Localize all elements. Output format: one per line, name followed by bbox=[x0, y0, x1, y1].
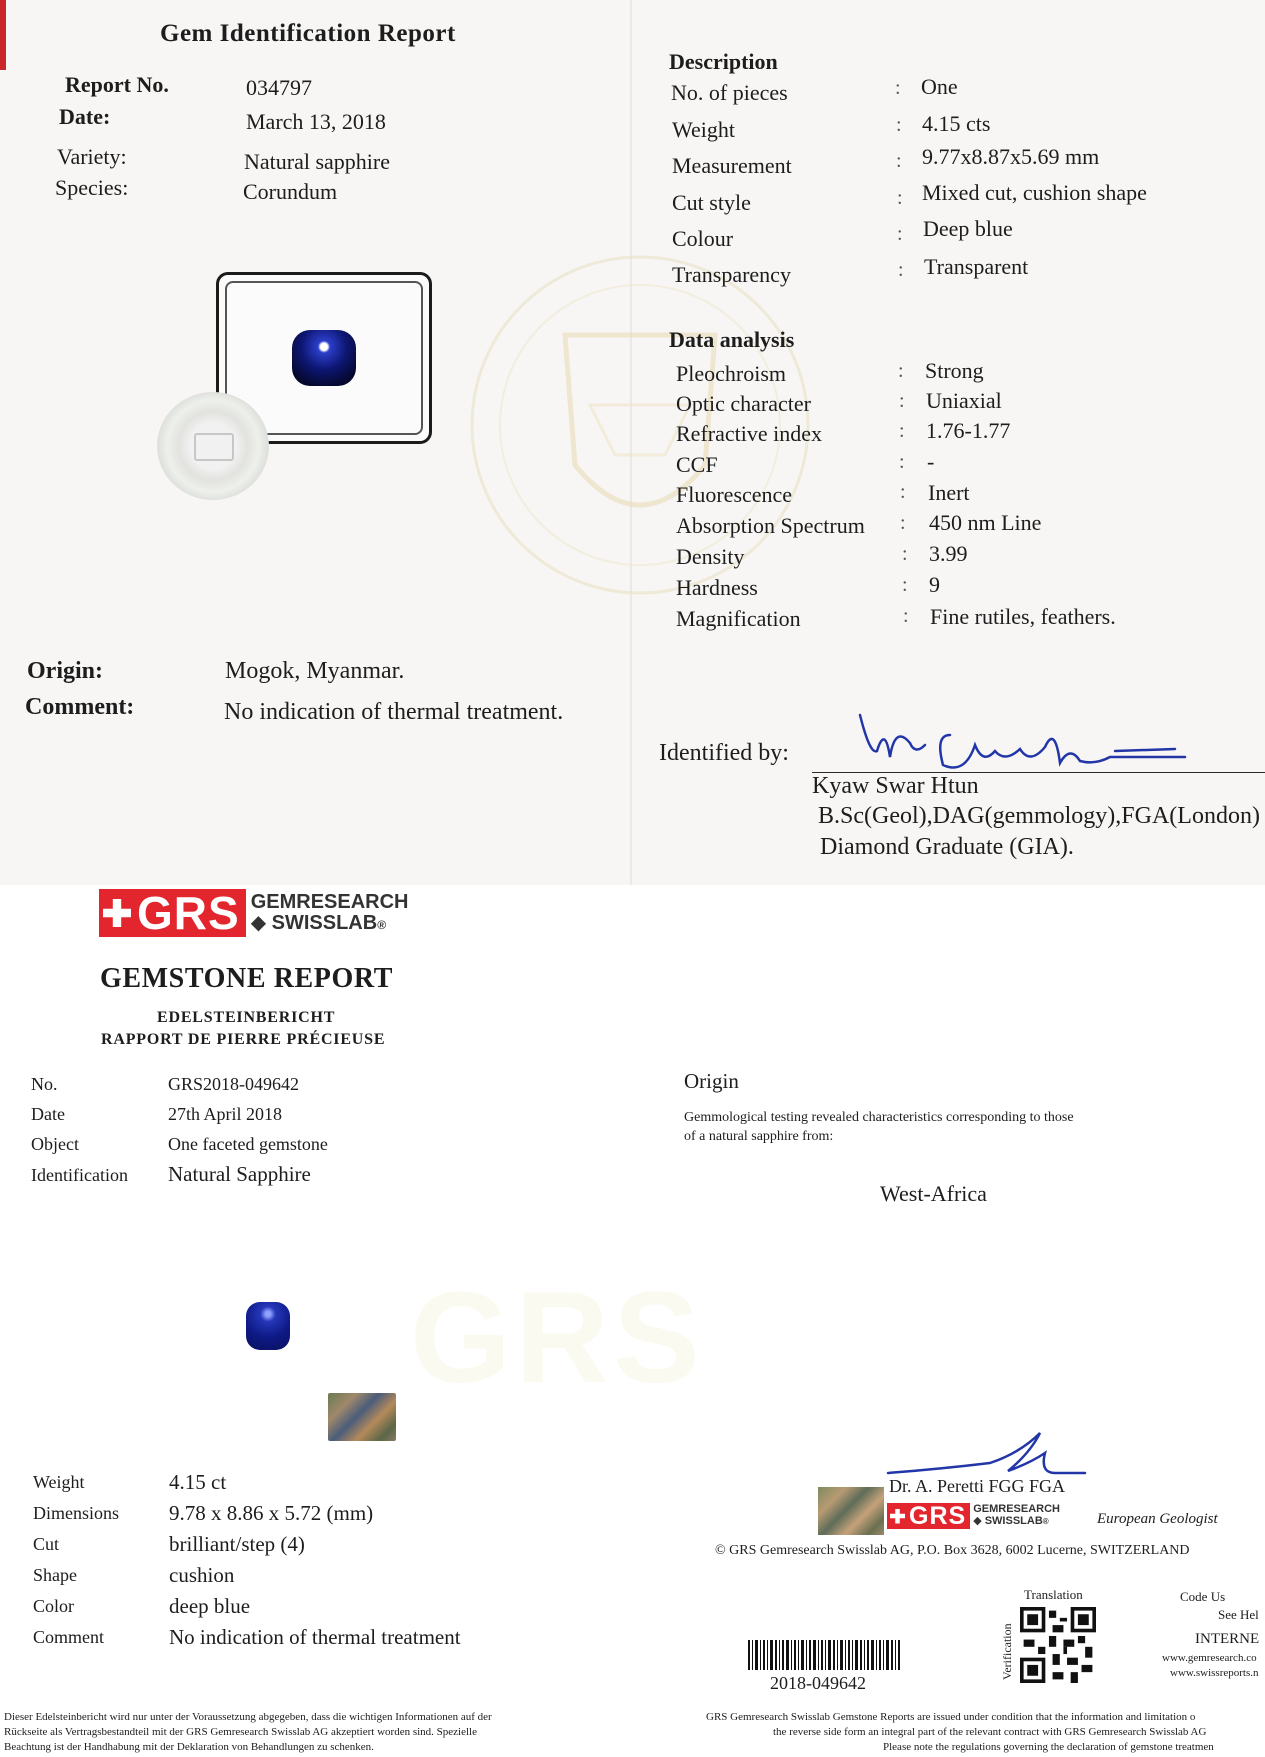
origin-text-2: of a natural sapphire from: bbox=[684, 1129, 834, 1144]
prop-value: 4.15 ct bbox=[169, 1470, 227, 1494]
description-colon: : bbox=[897, 187, 903, 209]
footer-right-line-1: GRS Gemresearch Swisslab Gemstone Reports are issued under condition that the information and limitation o bbox=[706, 1711, 1196, 1723]
footer-right-line-3: Please note the regulations governing the declaration of gemstone treatmen bbox=[883, 1741, 1214, 1753]
logo-sub-2: SWISSLAB bbox=[271, 912, 378, 934]
origin-text-1: Gemmological testing revealed characteristics corresponding to those bbox=[684, 1110, 1074, 1125]
analysis-value: Uniaxial bbox=[926, 388, 1002, 413]
prop-label: Comment bbox=[33, 1627, 104, 1647]
identified-by-label: Identified by: bbox=[659, 740, 789, 766]
signer-credentials: B.Sc(Geol),DAG(gemmology),FGA(London) bbox=[818, 803, 1260, 829]
grs-watermark: GRS bbox=[410, 1264, 704, 1410]
field-label: Object bbox=[31, 1134, 79, 1154]
analysis-value: 450 nm Line bbox=[929, 510, 1042, 535]
field-value: GRS2018-049642 bbox=[168, 1074, 300, 1094]
footer-left-line-2: Rückseite als Vertragsbestandteil mit der GRS Gemresearch Swisslab AG akzeptiert worden sind. Spezielle bbox=[4, 1726, 477, 1738]
diamond-icon: ◆ bbox=[973, 1515, 985, 1527]
diamond-icon: ◆ bbox=[250, 912, 272, 934]
prop-label: Cut bbox=[33, 1534, 60, 1554]
analysis-value: Fine rutiles, feathers. bbox=[930, 604, 1116, 629]
handwritten-signature-icon bbox=[855, 705, 1215, 777]
description-colon: : bbox=[896, 150, 902, 172]
date-value: March 13, 2018 bbox=[246, 109, 386, 134]
analysis-label: Fluorescence bbox=[676, 482, 793, 507]
footer-right-line-2: the reverse side form an integral part of the relevant contract with GRS Gemresearch Swisslab AG bbox=[773, 1726, 1207, 1738]
analysis-value: 3.99 bbox=[929, 541, 968, 566]
report-no-label: Report No. bbox=[65, 72, 169, 97]
description-value: 4.15 cts bbox=[922, 111, 991, 136]
signer-name: Kyaw Swar Htun bbox=[812, 773, 979, 799]
footer-left-line-1: Dieser Edelsteinbericht wird nur unter der Voraussetzung abgegeben, dass die wichtigen Informationen auf der bbox=[4, 1711, 492, 1723]
prop-label: Weight bbox=[33, 1472, 85, 1492]
analysis-label: Pleochroism bbox=[676, 361, 786, 386]
analysis-value: 9 bbox=[929, 572, 940, 597]
qr-code-icon[interactable] bbox=[1020, 1607, 1096, 1683]
subtitle-german: EDELSTEINBERICHT bbox=[157, 1009, 336, 1026]
signer-title: European Geologist bbox=[1097, 1511, 1218, 1527]
species-label: Species: bbox=[55, 175, 129, 200]
comment-label: Comment: bbox=[25, 694, 135, 720]
field-value: One faceted gemstone bbox=[168, 1134, 328, 1154]
red-edge-strip bbox=[0, 0, 6, 70]
grs-logo-small bbox=[887, 1503, 1060, 1529]
field-label: No. bbox=[31, 1074, 58, 1094]
analysis-label: Refractive index bbox=[676, 421, 822, 446]
description-label: No. of pieces bbox=[671, 80, 788, 105]
analysis-label: Optic character bbox=[676, 391, 811, 416]
code-label: Code Us bbox=[1180, 1589, 1226, 1604]
hologram-sticker-icon bbox=[328, 1393, 396, 1441]
analysis-colon: : bbox=[899, 420, 905, 442]
prop-label: Dimensions bbox=[33, 1503, 120, 1523]
handwritten-signature-icon bbox=[880, 1423, 1100, 1483]
prop-value: No indication of thermal treatment bbox=[169, 1625, 461, 1649]
field-label: Date bbox=[31, 1104, 65, 1124]
analysis-colon: : bbox=[899, 390, 905, 412]
field-value: Natural Sapphire bbox=[168, 1162, 311, 1186]
origin-value: Mogok, Myanmar. bbox=[225, 658, 405, 684]
description-label: Colour bbox=[672, 226, 734, 251]
report-no-value: 034797 bbox=[246, 75, 312, 100]
website-link-2[interactable]: www.swissreports.n bbox=[1170, 1667, 1259, 1679]
analysis-colon: : bbox=[899, 451, 905, 473]
prop-value: cushion bbox=[169, 1563, 235, 1587]
origin-place: West-Africa bbox=[880, 1181, 987, 1206]
registered-mark: ® bbox=[1042, 1517, 1049, 1526]
description-value: 9.77x8.87x5.69 mm bbox=[922, 144, 1100, 169]
description-label: Transparency bbox=[672, 262, 791, 287]
analysis-colon: : bbox=[900, 512, 906, 534]
description-colon: : bbox=[897, 223, 903, 245]
analysis-colon: : bbox=[898, 360, 904, 382]
analysis-label: CCF bbox=[676, 452, 718, 477]
sapphire-photo-icon bbox=[292, 330, 356, 386]
website-link-1[interactable]: www.gemresearch.co bbox=[1162, 1652, 1257, 1664]
logo-sub-1: GEMRESEARCH bbox=[250, 891, 409, 913]
analysis-label: Hardness bbox=[676, 575, 758, 600]
origin-title: Origin bbox=[684, 1069, 739, 1093]
internet-label: INTERNE bbox=[1195, 1631, 1260, 1647]
barcode-icon bbox=[748, 1640, 900, 1670]
grs-logo bbox=[99, 889, 408, 937]
analysis-colon: : bbox=[903, 605, 909, 627]
swiss-cross-icon bbox=[103, 899, 131, 927]
signer-name: Dr. A. Peretti FGG FGA bbox=[889, 1476, 1066, 1496]
description-value: Mixed cut, cushion shape bbox=[922, 180, 1147, 205]
barcode-number: 2018-049642 bbox=[770, 1673, 866, 1693]
prop-label: Shape bbox=[33, 1565, 77, 1585]
logo-sub-1: GEMRESEARCH bbox=[973, 1503, 1060, 1516]
logo-sub-2: SWISSLAB bbox=[984, 1515, 1043, 1527]
description-value: One bbox=[921, 74, 958, 99]
see-label: See Hel bbox=[1218, 1607, 1259, 1622]
analysis-value: - bbox=[927, 449, 935, 474]
prop-value: brilliant/step (4) bbox=[169, 1532, 305, 1556]
description-label: Cut style bbox=[672, 190, 751, 215]
logo-word: GRS bbox=[909, 1501, 967, 1530]
date-label: Date: bbox=[59, 104, 111, 129]
variety-value: Natural sapphire bbox=[244, 149, 390, 174]
origin-label: Origin: bbox=[27, 658, 103, 684]
analysis-label: Density bbox=[676, 544, 745, 569]
field-value: 27th April 2018 bbox=[168, 1104, 283, 1124]
translation-label: Translation bbox=[1024, 1587, 1083, 1602]
logo-word: GRS bbox=[137, 887, 240, 939]
analysis-value: 1.76-1.77 bbox=[926, 418, 1011, 443]
prop-value: deep blue bbox=[169, 1594, 251, 1618]
description-colon: : bbox=[895, 77, 901, 99]
description-value: Transparent bbox=[924, 254, 1029, 279]
footer-left-line-3: Beachtung ist der Handhabung mit der Deklaration von Behandlungen zu schenken. bbox=[4, 1741, 374, 1753]
sapphire-photo-icon bbox=[246, 1302, 290, 1350]
description-label: Weight bbox=[672, 117, 735, 142]
analysis-label: Absorption Spectrum bbox=[676, 513, 865, 538]
analysis-value: Inert bbox=[928, 480, 970, 505]
analysis-colon: : bbox=[900, 481, 906, 503]
grs-gemstone-report bbox=[0, 885, 1265, 1757]
hologram-sticker-icon bbox=[818, 1487, 884, 1535]
report-title: Gem Identification Report bbox=[160, 20, 456, 47]
description-value: Deep blue bbox=[923, 216, 1013, 241]
analysis-value: Strong bbox=[925, 358, 984, 383]
field-label: Identification bbox=[31, 1165, 128, 1185]
verification-label: Verification bbox=[1000, 1623, 1014, 1680]
subtitle-french: RAPPORT DE PIERRE PRÉCIEUSE bbox=[101, 1031, 386, 1048]
analysis-colon: : bbox=[902, 543, 908, 565]
hologram-seal-icon bbox=[157, 392, 269, 500]
description-title: Description bbox=[669, 49, 778, 74]
copyright: © GRS Gemresearch Swisslab AG, P.O. Box 3628, 6002 Lucerne, SWITZERLAND bbox=[715, 1543, 1190, 1558]
prop-label: Color bbox=[33, 1596, 75, 1616]
description-colon: : bbox=[898, 259, 904, 281]
species-value: Corundum bbox=[243, 179, 338, 204]
data-analysis-title: Data analysis bbox=[669, 327, 795, 352]
description-label: Measurement bbox=[672, 153, 792, 178]
swiss-cross-icon bbox=[890, 1509, 905, 1524]
analysis-label: Magnification bbox=[676, 606, 801, 631]
analysis-colon: : bbox=[902, 574, 908, 596]
signer-credentials-2: Diamond Graduate (GIA). bbox=[820, 834, 1074, 860]
variety-label: Variety: bbox=[57, 144, 127, 169]
report-title: GEMSTONE REPORT bbox=[100, 963, 393, 994]
registered-mark: ® bbox=[377, 918, 387, 932]
prop-value: 9.78 x 8.86 x 5.72 (mm) bbox=[169, 1501, 374, 1525]
comment-value: No indication of thermal treatment. bbox=[224, 699, 564, 725]
description-colon: : bbox=[896, 114, 902, 136]
